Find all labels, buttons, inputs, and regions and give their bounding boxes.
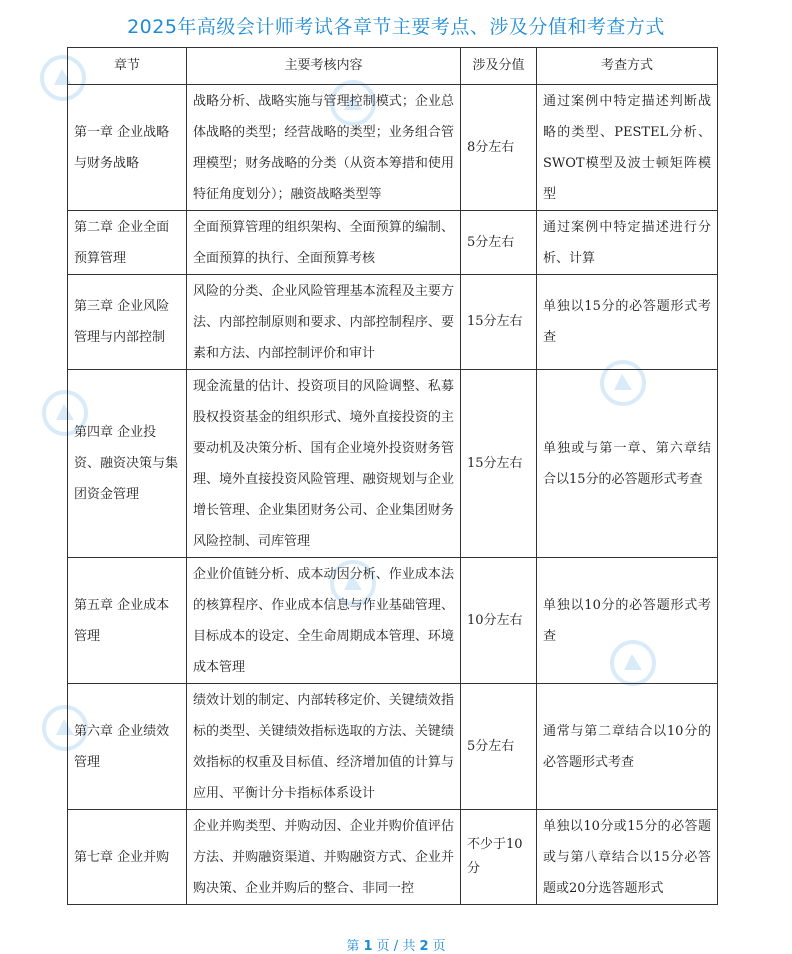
content-cell: 战略分析、战略实施与管理控制模式；企业总体战略的类型；经营战略的类型；业务组合管理模型；财务战略的分类（从资本筹措和使用特征角度划分）；融资战略类型等 — [187, 85, 461, 211]
score-cell: 8分左右 — [461, 85, 537, 211]
chapter-cell: 第五章 企业成本管理 — [68, 558, 187, 684]
table-row — [68, 684, 718, 810]
chapter-cell: 第三章 企业风险管理与内部控制 — [68, 275, 187, 370]
page-current: 1 — [363, 939, 373, 954]
table-row — [68, 810, 718, 905]
score-cell: 15分左右 — [461, 275, 537, 370]
page-suffix: 页 — [432, 939, 446, 954]
table-header-row — [68, 48, 718, 85]
header-method: 考查方式 — [537, 48, 718, 85]
chapter-cell: 第四章 企业投资、融资决策与集团资金管理 — [68, 370, 187, 558]
score-cell: 10分左右 — [461, 558, 537, 684]
score-cell: 5分左右 — [461, 684, 537, 810]
header-score: 涉及分值 — [461, 48, 537, 85]
content-cell: 企业并购类型、并购动因、企业并购价值评估方法、并购融资渠道、并购融资方式、企业并购决策、企业并购后的整合、非同一控 — [187, 810, 461, 905]
exam-points-table — [67, 47, 718, 905]
content-cell: 风险的分类、企业风险管理基本流程及主要方法、内部控制原则和要求、内部控制程序、要素和方法、内部控制评价和审计 — [187, 275, 461, 370]
chapter-cell: 第二章 企业全面预算管理 — [68, 211, 187, 275]
content-cell: 现金流量的估计、投资项目的风险调整、私募股权投资基金的组织形式、境外直接投资的主要动机及决策分析、国有企业境外投资财务管理、境外直接投资风险管理、融资规划与企业增长管理、企业集团财务公司、企业集团财务风险控制、司库管理 — [187, 370, 461, 558]
chapter-cell: 第七章 企业并购 — [68, 810, 187, 905]
score-cell: 5分左右 — [461, 211, 537, 275]
content-cell: 企业价值链分析、成本动因分析、作业成本法的核算程序、作业成本信息与作业基础管理、目标成本的设定、全生命周期成本管理、环境成本管理 — [187, 558, 461, 684]
page-prefix: 第 — [346, 939, 360, 954]
method-cell: 单独以15分的必答题形式考查 — [537, 275, 718, 370]
method-cell: 通过案例中特定描述判断战略的类型、PESTEL分析、SWOT模型及波士顿矩阵模型 — [537, 85, 718, 211]
table-row — [68, 370, 718, 558]
table-row — [68, 275, 718, 370]
page-total: 2 — [419, 939, 429, 954]
table-row — [68, 211, 718, 275]
page-indicator — [0, 935, 792, 954]
header-chapter: 章节 — [68, 48, 187, 85]
content-cell: 全面预算管理的组织架构、全面预算的编制、全面预算的执行、全面预算考核 — [187, 211, 461, 275]
score-cell: 15分左右 — [461, 370, 537, 558]
score-cell: 不少于10分 — [461, 810, 537, 905]
header-content: 主要考核内容 — [187, 48, 461, 85]
table-row — [68, 85, 718, 211]
method-cell: 单独以10分的必答题形式考查 — [537, 558, 718, 684]
method-cell: 通常与第二章结合以10分的必答题形式考查 — [537, 684, 718, 810]
chapter-cell: 第六章 企业绩效管理 — [68, 684, 187, 810]
page-mid: 页 / 共 — [376, 939, 416, 954]
chapter-cell: 第一章 企业战略与财务战略 — [68, 85, 187, 211]
method-cell: 单独以10分或15分的必答题或与第八章结合以15分必答题或20分选答题形式 — [537, 810, 718, 905]
method-cell: 单独或与第一章、第六章结合以15分的必答题形式考查 — [537, 370, 718, 558]
table-row — [68, 558, 718, 684]
content-cell: 绩效计划的制定、内部转移定价、关键绩效指标的类型、关键绩效指标选取的方法、关键绩效指标的权重及目标值、经济增加值的计算与应用、平衡计分卡指标体系设计 — [187, 684, 461, 810]
page-title: 2025年高级会计师考试各章节主要考点、涉及分值和考查方式 — [127, 16, 665, 38]
method-cell: 通过案例中特定描述进行分析、计算 — [537, 211, 718, 275]
